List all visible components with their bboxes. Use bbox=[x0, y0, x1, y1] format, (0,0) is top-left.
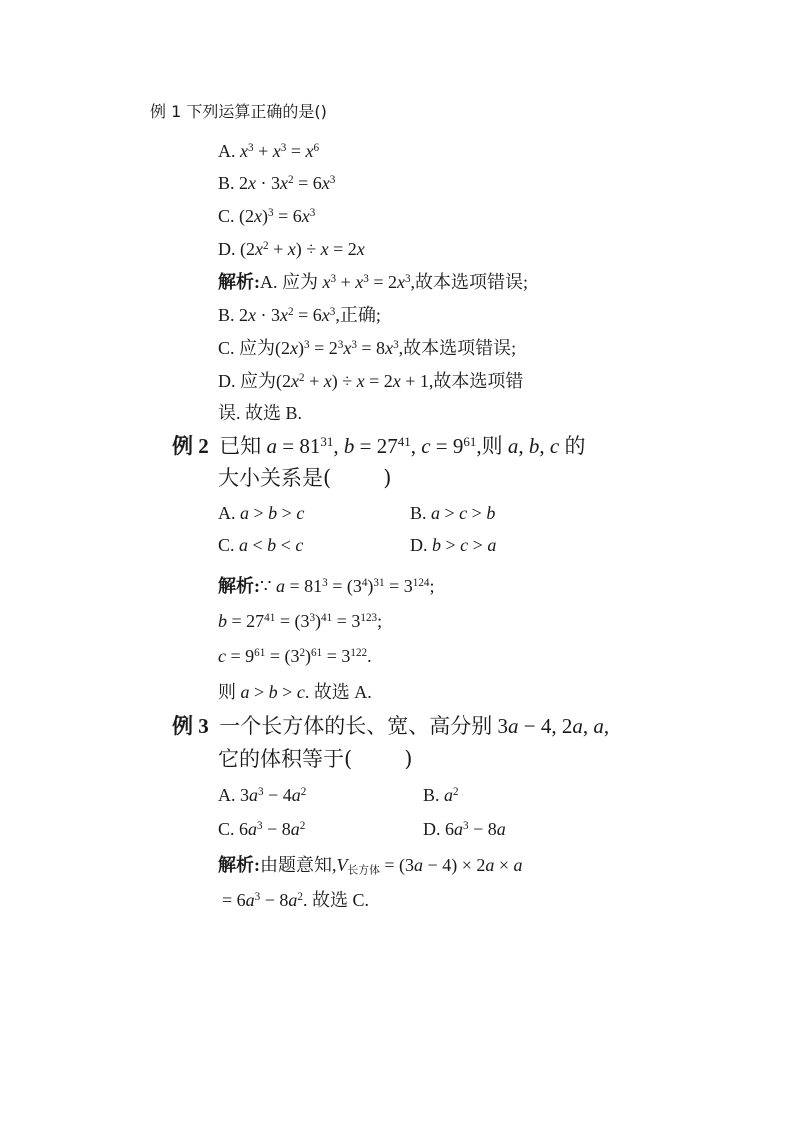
example-1-title: 例 1 下列运算正确的是() bbox=[150, 102, 327, 121]
example-2-solution-line-2: $b = 27^{41} = (3^3)^{41} = 3^{123}$; bbox=[218, 611, 383, 631]
example-1-option-c: C. $(2x)^3 = 6x^3$ bbox=[218, 206, 316, 226]
example-2-solution-line-1: 解析:∵ $a = 81^3 = (3^4)^{31} = 3^{124}$; bbox=[218, 576, 435, 596]
example-3-question-line-2: 它的体积等于( ) bbox=[218, 747, 413, 771]
example-2-conclusion: 则 a > b > c. 故选 A. bbox=[218, 682, 372, 702]
example-3-solution-line-1: 解析:由题意知$,V_{长方体} = (3a - 4) \times 2a \times a$ bbox=[218, 855, 523, 877]
example-1-option-d: D. $(2x^2 + x) \div x = 2x$ bbox=[218, 239, 365, 259]
example-2-question-line-1: 例 2 已知 $a = 81^{31}$, $b = 27^{41}$, $c = 9^{61}$,则 a, b, c 的 bbox=[172, 433, 586, 458]
example-2-option-a: A. a > b > c bbox=[218, 503, 305, 523]
example-2-option-b: B. a > c > b bbox=[410, 503, 496, 523]
example-1-solution-c: C. 应为$(2x)^3 = 2^3x^3 = 8x^3$,故本选项错误; bbox=[218, 338, 517, 358]
example-1-option-b: B. $2x \cdot 3x^2 = 6x^3$ bbox=[218, 173, 336, 193]
example-3-option-a: A. $3a^3 - 4a^2$ bbox=[218, 785, 307, 805]
example-3-option-c: C. $6a^3 - 8a^2$ bbox=[218, 819, 306, 839]
example-1-solution-end: 误. 故选 B. bbox=[218, 403, 303, 423]
example-1-solution-a: 解析:A. 应为 $x^3 + x^3 = 2x^3$,故本选项错误; bbox=[218, 272, 529, 292]
example-3-question-line-1: 例 3 一个长方体的长、宽、高分别 3a − 4, 2a, a, bbox=[172, 714, 610, 738]
example-3-option-d: D. $6a^3 - 8a$ bbox=[423, 819, 506, 839]
example-2-solution-line-3: $c = 9^{61} = (3^2)^{61} = 3^{122}$. bbox=[218, 646, 372, 666]
example-2-question-line-2: 大小关系是( ) bbox=[218, 466, 392, 490]
example-1-solution-b: B. $2x \cdot 3x^2 = 6x^3$,正确; bbox=[218, 305, 381, 325]
example-2-option-c: C. a < b < c bbox=[218, 535, 304, 555]
example-3-option-b: B. $a^2$ bbox=[423, 785, 459, 805]
example-2-option-d: D. b > c > a bbox=[410, 535, 497, 555]
example-3-solution-line-2: = $6a^3 - 8a^2$. 故选 C. bbox=[222, 890, 369, 910]
example-1-solution-d: D. 应为$(2x^2 + x) \div x = 2x + 1$,故本选项错 bbox=[218, 371, 524, 391]
example-1-option-a: A. $x^3 + x^3 = x^6$ bbox=[218, 141, 320, 161]
